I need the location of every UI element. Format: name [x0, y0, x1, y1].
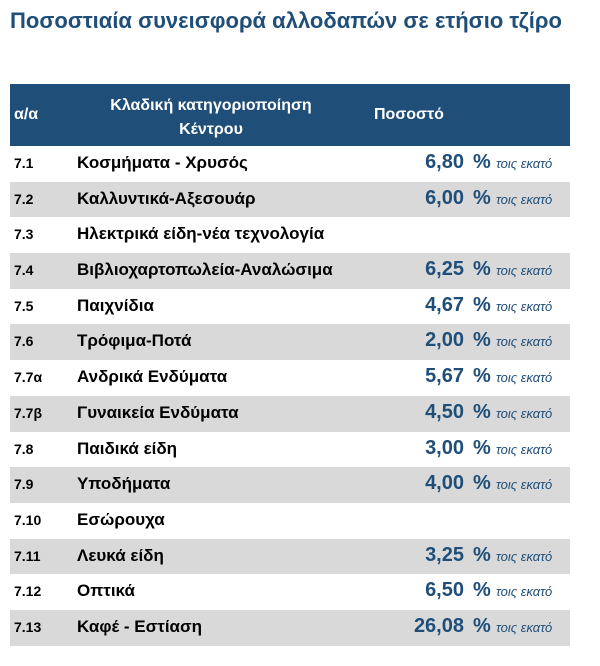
row-num: 7.10 [14, 511, 42, 528]
row-num: 7.5 [14, 297, 34, 314]
unit-label: τοις εκατό [496, 584, 553, 600]
unit-label: τοις εκατό [496, 548, 553, 564]
table-row [10, 396, 570, 432]
percent-sign: % [473, 543, 491, 566]
percent-sign: % [473, 436, 491, 459]
percent-sign: % [473, 329, 491, 352]
row-value: 4,50 [425, 400, 464, 423]
row-category: Οπτικά [77, 581, 135, 601]
row-category: Καφέ - Εστίαση [77, 616, 203, 636]
unit-label: τοις εκατό [496, 191, 553, 207]
percent-sign: % [473, 614, 491, 637]
row-value: 6,80 [425, 151, 464, 173]
percent-sign: % [473, 579, 491, 602]
percent-sign: % [473, 400, 491, 423]
unit-label: τοις εκατό [496, 477, 553, 493]
row-category: Λευκά είδη [77, 545, 164, 565]
header-category [76, 94, 346, 142]
row-num: 7.2 [14, 190, 34, 207]
row-num: 7.9 [14, 476, 34, 493]
row-num: 7.8 [14, 440, 34, 457]
row-category: Τρόφιμα-Ποτά [77, 331, 192, 351]
row-category: Ηλεκτρικά είδη-νέα τεχνολογία [77, 224, 325, 244]
table-row [10, 182, 570, 218]
header-num: α/α [14, 106, 39, 123]
unit-label: τοις εκατό [496, 298, 553, 314]
row-num: 7.11 [14, 547, 41, 564]
row-value: 3,00 [425, 436, 464, 459]
percent-sign: % [473, 472, 491, 495]
chart-title: Ποσοστιαία συνεισφορά αλλοδαπών σε ετήσιο τζίρο [10, 8, 562, 33]
row-value: 6,50 [425, 579, 464, 602]
row-num: 7.1 [14, 155, 34, 171]
percent-sign: % [473, 258, 491, 281]
table-row [10, 467, 570, 503]
unit-label: τοις εκατό [496, 370, 553, 386]
data-table [10, 84, 570, 646]
header-category-line2: Κέντρου [179, 121, 243, 138]
table-body [10, 146, 570, 646]
table-row [10, 432, 570, 468]
header-value: Ποσοστό [374, 106, 444, 123]
row-num: 7.7β [14, 404, 43, 421]
table-row [10, 539, 570, 575]
percent-sign: % [473, 293, 491, 316]
table-row [10, 360, 570, 396]
percent-sign: % [473, 151, 491, 173]
table-row [10, 324, 570, 360]
row-value: 4,00 [425, 472, 464, 495]
row-category: Βιβλιοχαρτοπωλεία-Αναλώσιμα [77, 260, 333, 280]
table-row [10, 146, 570, 182]
row-category: Καλλυντικά-Αξεσουάρ [77, 188, 256, 208]
header-category-line1: Κλαδική κατηγοριοποίηση [110, 97, 312, 114]
row-value: 6,25 [425, 258, 464, 281]
row-num: 7.7α [14, 369, 43, 386]
row-value: 5,67 [425, 365, 464, 388]
row-category: Παιδικά είδη [77, 438, 178, 458]
row-num: 7.13 [14, 618, 42, 635]
unit-label: τοις εκατό [496, 156, 553, 171]
row-category: Παιχνίδια [77, 295, 154, 315]
percent-sign: % [473, 365, 491, 388]
row-value: 26,08 [413, 614, 464, 637]
row-num: 7.6 [14, 333, 34, 350]
unit-label: τοις εκατό [496, 619, 553, 635]
table-row [10, 253, 570, 289]
table-row [10, 503, 570, 539]
row-num: 7.12 [14, 583, 42, 600]
table-row [10, 574, 570, 610]
row-category: Εσώρουχα [77, 509, 165, 529]
unit-label: τοις εκατό [496, 334, 553, 350]
row-value: 4,67 [425, 293, 464, 316]
row-value: 3,25 [425, 543, 464, 566]
unit-label: τοις εκατό [496, 263, 553, 279]
percent-sign: % [473, 186, 491, 209]
row-num: 7.3 [14, 226, 34, 243]
table-row [10, 217, 570, 253]
table-header [10, 84, 570, 146]
unit-label: τοις εκατό [496, 405, 553, 421]
unit-label: τοις εκατό [496, 441, 553, 457]
row-num: 7.4 [14, 262, 34, 279]
row-category: Ανδρικά Ενδύματα [77, 367, 228, 387]
row-value: 6,00 [425, 186, 464, 209]
table-row [10, 610, 570, 646]
table-row [10, 289, 570, 325]
row-category: Γυναικεία Ενδύματα [77, 402, 239, 422]
row-value: 2,00 [425, 329, 464, 352]
row-category: Υποδήματα [77, 474, 171, 494]
row-category: Κοσμήματα - Χρυσός [77, 153, 248, 172]
